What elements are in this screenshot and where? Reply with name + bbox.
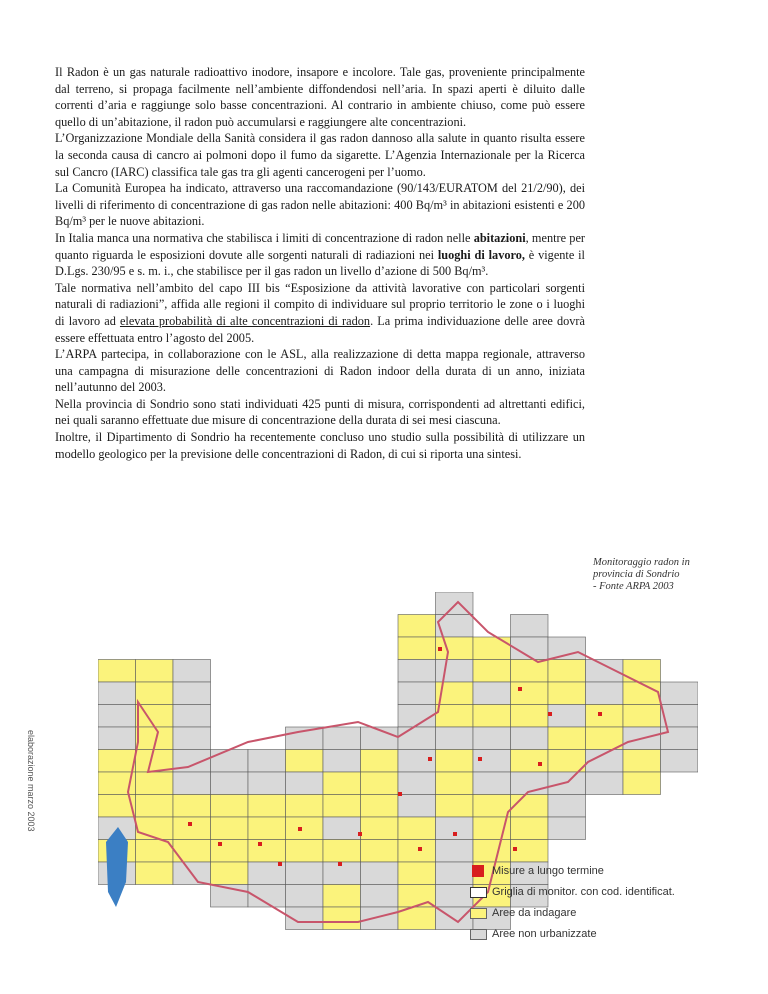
legend-label: Aree non urbanizzate [492, 928, 597, 940]
map-grid-cell [286, 817, 324, 840]
map-grid-cell [361, 862, 399, 885]
map-grid-cell [548, 817, 586, 840]
bold-luoghi-lavoro: luoghi di lavoro, [437, 247, 525, 262]
map-grid-cell [173, 795, 211, 818]
map-grid-cell [511, 817, 549, 840]
measure-dot [278, 862, 282, 866]
measure-dot [518, 687, 522, 691]
map-grid-cell [436, 817, 474, 840]
map-grid-cell [473, 637, 511, 660]
map-grid-cell [511, 660, 549, 683]
measure-dot [538, 762, 542, 766]
map-grid-cell [286, 885, 324, 908]
map-grid-cell [661, 727, 699, 750]
map-grid-cell [473, 705, 511, 728]
map-grid-cell [248, 795, 286, 818]
paragraph-sondrio: Nella provincia di Sondrio sono stati individuati 425 punti di misura, corrispondenti ad altrettanti edifici, nei quali saranno effettuate due misure di concentrazione della durata di sei mesi ciascuna. [55, 396, 585, 428]
map-grid-cell [661, 750, 699, 773]
map-grid-cell [136, 772, 174, 795]
text-span: . La prima individuazione delle aree dovrà essere effettuata entro l’agosto del 2005. [55, 313, 585, 345]
text-span: In Italia manca una normativa che stabilisca i limiti di concentrazione di radon nelle [55, 230, 474, 245]
map-grid-cell [211, 862, 249, 885]
map-grid-cell [136, 840, 174, 863]
measure-dot [418, 847, 422, 851]
map-grid-cell [548, 795, 586, 818]
map-grid-cell [361, 885, 399, 908]
map-grid-cell [248, 817, 286, 840]
map-grid-cell [473, 727, 511, 750]
map-grid-cell [98, 750, 136, 773]
map-grid-cell [623, 660, 661, 683]
map-grid-cell [211, 795, 249, 818]
paragraph-euratom: La Comunità Europea ha indicato, attraverso una raccomandazione (90/143/EURATOM del 21/2/90), dei livelli di riferimento di concentrazione di gas radon nelle abitazioni: 400 Bq/m³ in abitazioni esistenti e 200 Bq/m³ per le nuove abitazioni. [55, 181, 585, 229]
measure-dot [188, 822, 192, 826]
map-grid-cell [436, 727, 474, 750]
measure-dot [338, 862, 342, 866]
map-grid-cell [398, 727, 436, 750]
map-date-label: elaborazione marzo 2003 [26, 730, 36, 832]
map-grid-cell [548, 705, 586, 728]
map-grid-cell [286, 750, 324, 773]
measure-dot [218, 842, 222, 846]
map-grid-cell [361, 772, 399, 795]
map-grid-cell [286, 772, 324, 795]
map-grid-cell [173, 705, 211, 728]
map-grid-cell [248, 772, 286, 795]
map-grid-cell [473, 682, 511, 705]
map-grid-cell [586, 705, 624, 728]
measure-dot [513, 847, 517, 851]
map-grid-cell [511, 615, 549, 638]
map-grid-cell [398, 660, 436, 683]
map-grid-cell [661, 682, 699, 705]
map-grid-cell [473, 660, 511, 683]
red-square-icon [472, 865, 484, 877]
measure-dot [298, 827, 302, 831]
map-grid-cell [548, 660, 586, 683]
yellow-swatch-icon [470, 908, 487, 919]
paragraph-radon-intro: Il Radon è un gas naturale radioattivo inodore, insapore e incolore. Tale gas, proveniente principalmente dal terreno, si propaga facilmente nell’ambiente diffondendosi nell’aria. In spazi aperti è diluito dalle correnti d’aria e raggiunge solo basse concentrazioni. Al contrario in ambiente chiuso, come può essere quello di un’abitazione, il radon può accumularsi e raggiungere alte concentrazioni. [55, 65, 585, 129]
map-grid-cell [586, 727, 624, 750]
paragraph-dipartimento: Inoltre, il Dipartimento di Sondrio ha recentemente concluso uno studio sulla possibilità di utilizzare un modello geologico per la previsione delle concentrazioni di Radon, di cui si riporta una sintesi. [55, 430, 585, 461]
map-grid-cell [361, 795, 399, 818]
article-text [55, 64, 585, 462]
map-grid-cell [398, 817, 436, 840]
map-grid-cell [323, 817, 361, 840]
legend-item-grey [470, 925, 675, 943]
caption-line: provincia di Sondrio [593, 569, 680, 580]
map-grid-cell [323, 795, 361, 818]
map-grid-cell [436, 660, 474, 683]
paragraph-italia [55, 230, 585, 280]
text-span: , mentre per quanto riguarda le esposizioni dovute alle sorgenti naturali di radiazioni nei [55, 230, 585, 262]
map-grid-cell [548, 727, 586, 750]
map-grid-cell [211, 817, 249, 840]
measure-dot [428, 757, 432, 761]
map-grid-cell [623, 750, 661, 773]
map-grid-cell [361, 750, 399, 773]
map-grid-cell [98, 705, 136, 728]
map-grid-cell [286, 795, 324, 818]
map-grid-cell [211, 772, 249, 795]
map-grid-cell [436, 885, 474, 908]
map-grid-cell [136, 682, 174, 705]
map-grid-cell [473, 772, 511, 795]
map-grid-cell [136, 862, 174, 885]
measure-dot [398, 792, 402, 796]
map-grid-cell [361, 907, 399, 930]
paragraph-arpa: L’ARPA partecipa, in collaborazione con le ASL, alla realizzazione di detta mappa regionale, attraverso una campagna di misurazione delle concentrazioni di Radon indoor della durata di un anno, iniziata nell’autunno del 2003. [55, 347, 585, 395]
map-grid-cell [323, 840, 361, 863]
map-grid-cell [511, 727, 549, 750]
map-grid-cell [248, 840, 286, 863]
caption-line: Monitoraggio radon in [593, 557, 690, 568]
map-grid-cell [323, 727, 361, 750]
map-grid-cell [211, 750, 249, 773]
legend-item-yellow [470, 904, 675, 922]
measure-dot [598, 712, 602, 716]
map-grid-cell [136, 795, 174, 818]
map-grid-cell [436, 795, 474, 818]
map-grid-cell [98, 682, 136, 705]
grey-swatch-icon [470, 929, 487, 940]
map-grid-cell [173, 817, 211, 840]
map-grid-cell [548, 750, 586, 773]
map-grid-cell [436, 705, 474, 728]
map-grid-cell [361, 817, 399, 840]
map-grid-cell [398, 795, 436, 818]
map-grid-cell [398, 840, 436, 863]
map-grid-cell [436, 840, 474, 863]
underlined-probabilita: elevata probabilità di alte concentrazioni di radon [119, 313, 371, 328]
map-grid-cell [436, 750, 474, 773]
legend-item-measures [470, 862, 675, 880]
measure-dot [258, 842, 262, 846]
map-grid-cell [623, 705, 661, 728]
measure-dot [478, 757, 482, 761]
map-grid-cell [398, 682, 436, 705]
map-grid-cell [173, 840, 211, 863]
text-span: è vigente il D.Lgs. 230/95 e s. m. i., che stabilisce per il gas radon un livello d’azione di 500 Bq/m³. [55, 247, 585, 279]
map-grid-cell [548, 682, 586, 705]
grid-cell-icon [470, 887, 487, 898]
map-grid-cell [398, 615, 436, 638]
legend-item-grid [470, 883, 675, 901]
lake-shape [106, 827, 128, 907]
text-span: Tale normativa nell’ambito del capo III bis “Esposizione da attività lavorative con particolari sorgenti naturali di radiazioni”, affida alle regioni il compito di individuare sul proprio territorio le zone o i luoghi di lavoro ad [55, 280, 585, 328]
map-grid-cell [211, 840, 249, 863]
map-grid-cell [398, 705, 436, 728]
map-grid-cell [323, 885, 361, 908]
map-grid-cell [361, 840, 399, 863]
map-grid-cell [173, 727, 211, 750]
map-grid-cell [98, 727, 136, 750]
map-grid-cell [623, 772, 661, 795]
legend-label: Griglia di monitor. con cod. identificat. [492, 886, 675, 898]
paragraph-normativa [55, 280, 585, 346]
measure-dot [548, 712, 552, 716]
paragraph-oms: L’Organizzazione Mondiale della Sanità considera il gas radon dannoso alla salute in quanto risulta essere la seconda causa di cancro ai polmoni dopo il fumo da sigarette. L’Agenzia Internazionale per la Ricerca sul Cancro (IARC) classifica tale gas tra gli agenti cancerogeni per l’uomo. [55, 131, 585, 179]
map-grid-cell [248, 750, 286, 773]
map-grid-cell [136, 660, 174, 683]
map-grid-cell [136, 817, 174, 840]
map-grid-cell [436, 862, 474, 885]
map-grid-cell [398, 772, 436, 795]
map-grid-cell [511, 682, 549, 705]
map-grid-cell [173, 660, 211, 683]
map-grid-cell [473, 795, 511, 818]
map-grid-cell [323, 907, 361, 930]
map-legend [470, 862, 675, 946]
map-grid-cell [586, 772, 624, 795]
measure-dot [438, 647, 442, 651]
map-grid-cell [398, 862, 436, 885]
map-grid-cell [98, 660, 136, 683]
map-grid-cell [623, 682, 661, 705]
map-grid-cell [398, 637, 436, 660]
map-grid-cell [586, 682, 624, 705]
bold-abitazioni: abitazioni [473, 230, 526, 245]
map-grid-cell [548, 637, 586, 660]
figure-caption [593, 557, 713, 593]
map-grid-cell [323, 750, 361, 773]
map-grid-cell [173, 682, 211, 705]
map-grid-cell [473, 840, 511, 863]
map-grid-cell [323, 772, 361, 795]
legend-label: Aree da indagare [492, 907, 577, 919]
map-grid-cell [511, 750, 549, 773]
legend-label: Misure a lungo termine [492, 865, 604, 877]
map-grid-cell [286, 862, 324, 885]
map-grid-cell [511, 795, 549, 818]
caption-line: - Fonte ARPA 2003 [593, 581, 674, 592]
measure-dot [358, 832, 362, 836]
map-grid-cell [173, 772, 211, 795]
map-grid-cell [436, 772, 474, 795]
measure-dot [453, 832, 457, 836]
map-grid-cell [286, 840, 324, 863]
map-grid-cell [511, 705, 549, 728]
